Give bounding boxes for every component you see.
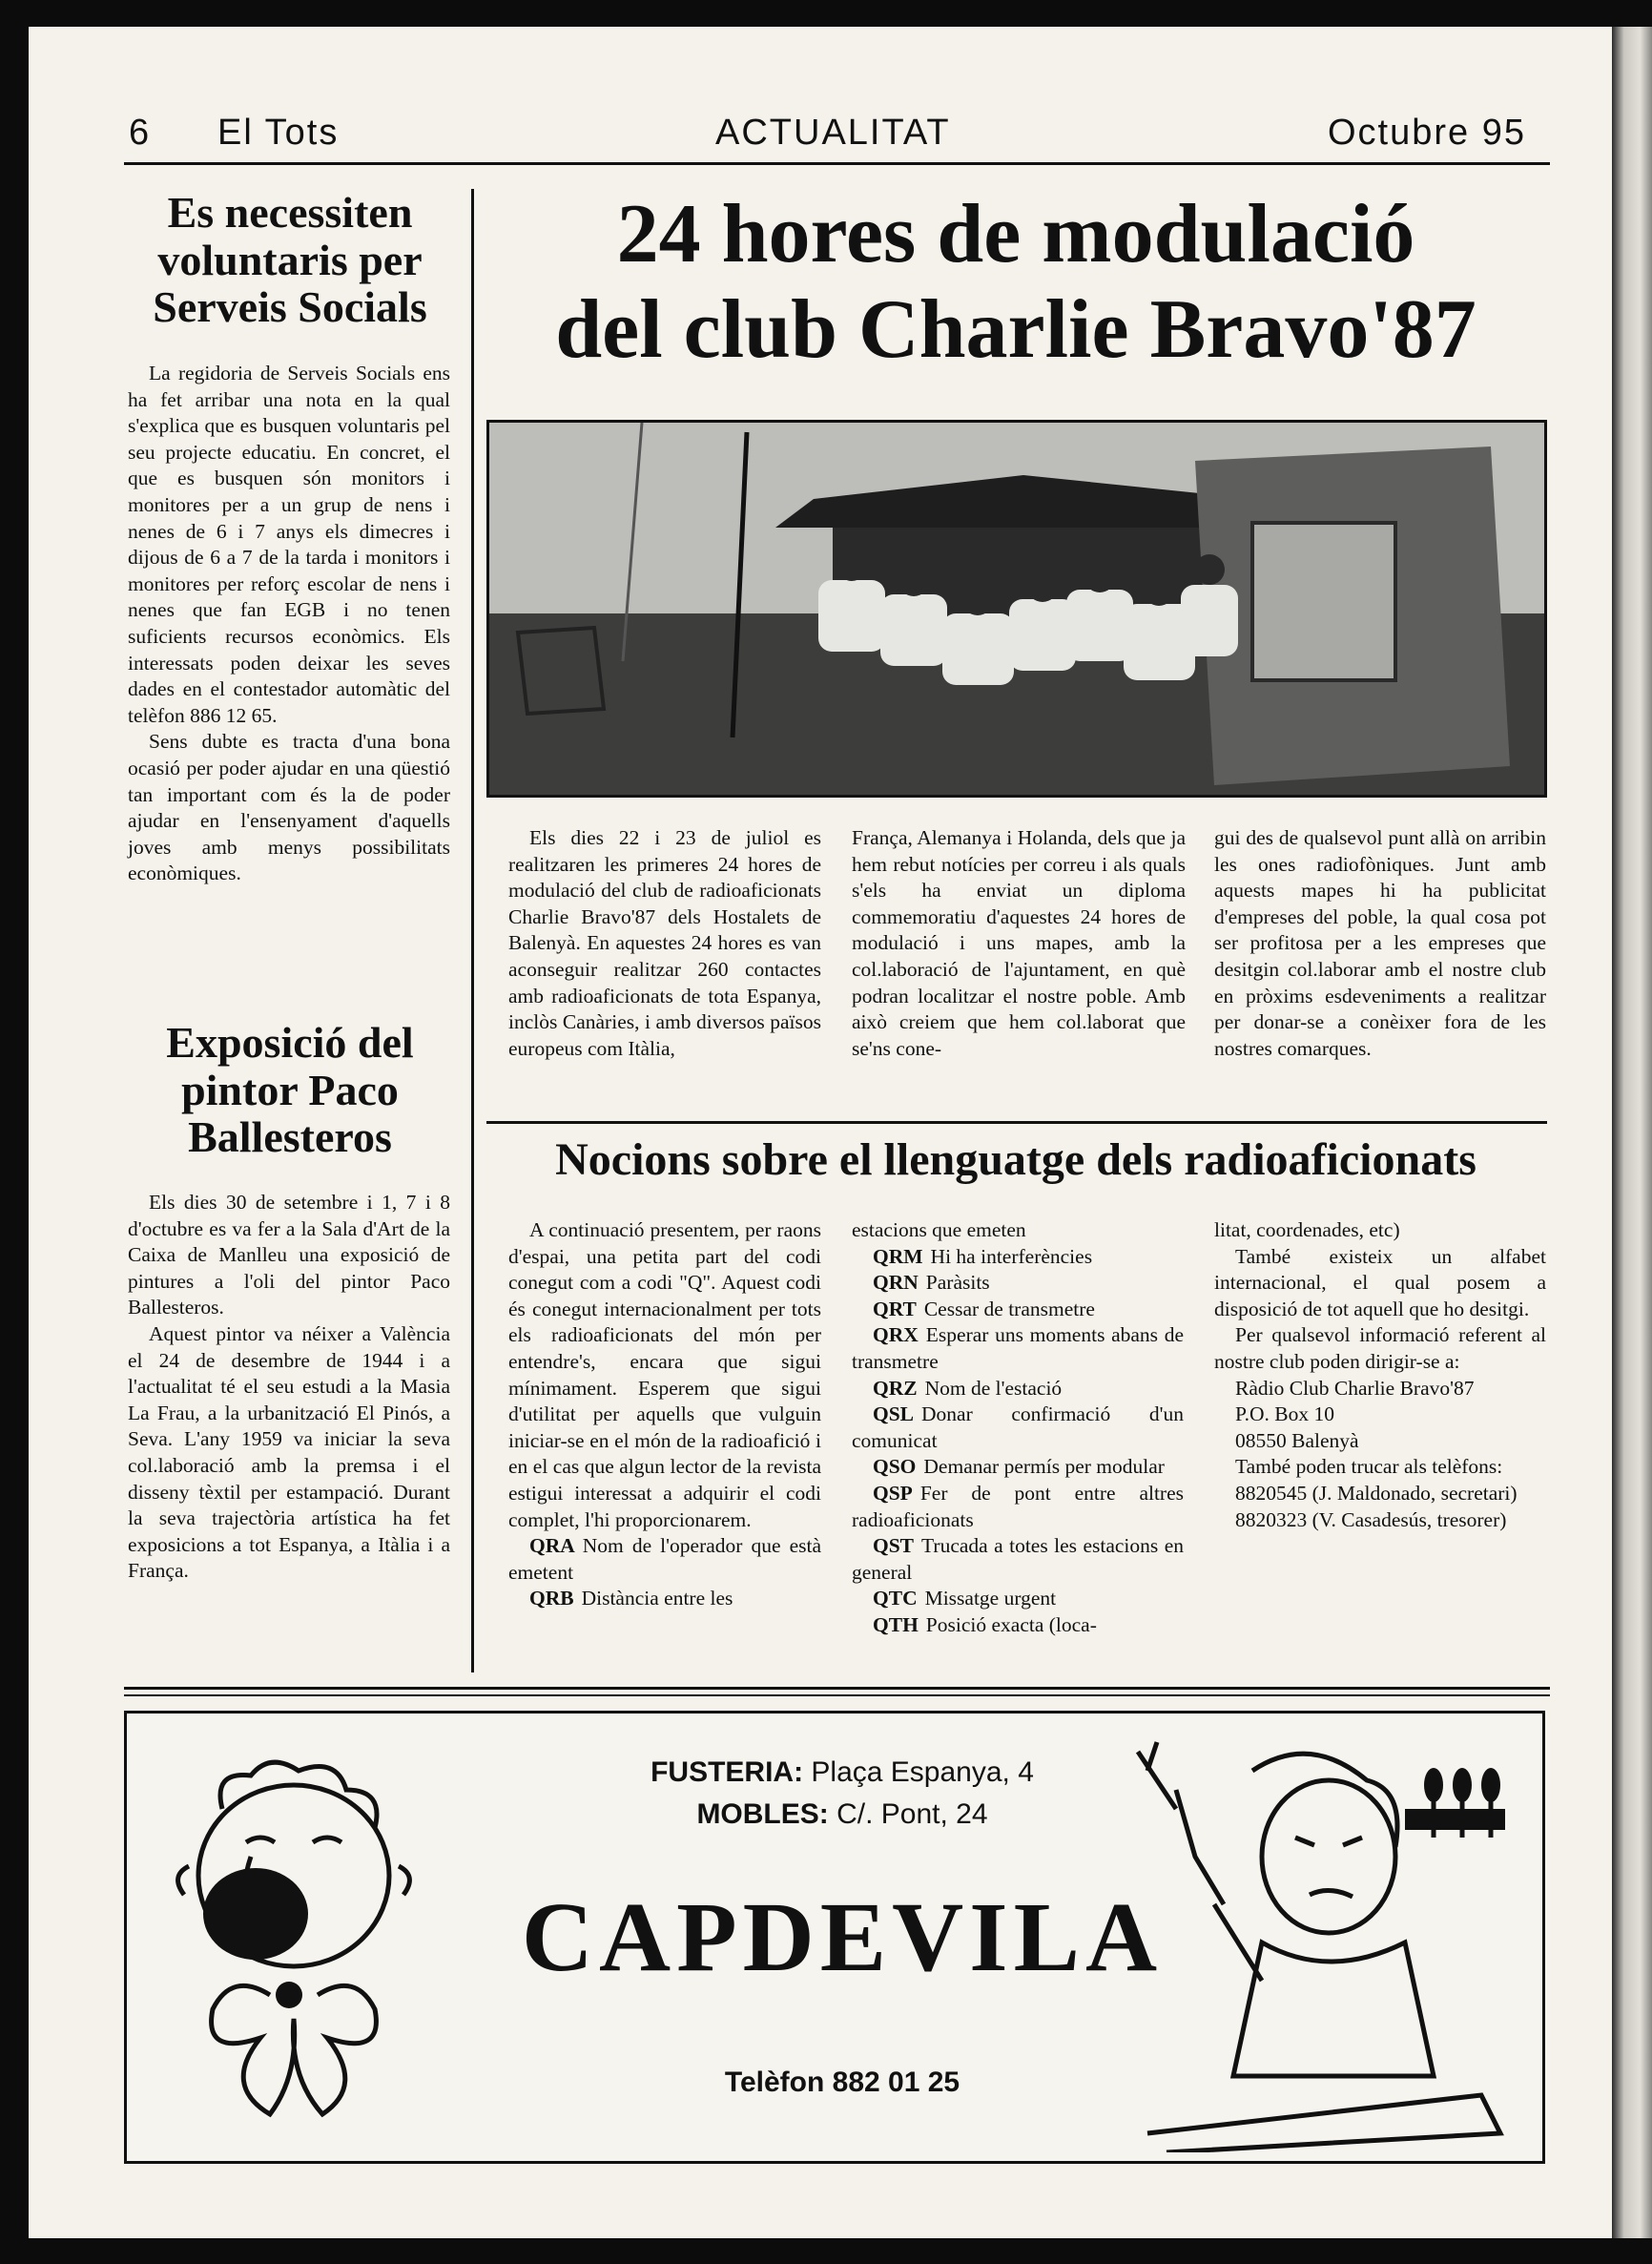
second-article-column2 [852,1217,1184,1639]
sidebar-article1-title: Es necessiten voluntaris per Serveis Socials [153,188,427,332]
code-row [852,1402,1184,1454]
code-row [852,1297,1184,1323]
second-article-column3 [1214,1217,1546,1533]
code-row [852,1454,1184,1481]
code-row [852,1481,1184,1533]
ad-brand: CAPDEVILA [521,1882,1164,1992]
ad-line2 [575,1794,1109,1836]
code-meaning: Donar confirmació d'un comunicat [852,1402,1184,1452]
code-continuation: litat, coordenades, etc) [1214,1218,1400,1241]
ad-line2-label: MOBLES: [696,1798,829,1830]
code-meaning: Trucada a totes les estacions en general [852,1534,1184,1584]
code-meaning: Nom de l'operador que està emetent [508,1534,821,1584]
publication-name: El Tots [217,113,340,153]
code-row [852,1244,1184,1271]
code-label: QSL [873,1402,915,1426]
address-line: 08550 Balenyà [1235,1428,1359,1452]
code-label: QTH [873,1612,919,1636]
code-label: QRB [529,1587,574,1610]
main-title-line1: 24 hores de modulació [616,188,1415,280]
paragraph: gui des de qualsevol punt allà on arribin les ones radiofòniques. Junt amb aquests mapes hi ha publicitat d'empreses del poble, la qual cosa pot ser profitosa per a les empreses que desitgin col.laborar amb el nostre club en pròxims esdeveniments a realitzar per donar-se a conèixer fora de les nostres comarques. [1214,826,1546,1060]
ad-separator-rule-thin [124,1694,1550,1696]
code-label: QRM [873,1244,923,1268]
paragraph: També poden trucar als telèfons: [1235,1455,1503,1479]
code-meaning: Nom de l'estació [924,1376,1063,1400]
paragraph: La regidoria de Serveis Socials ens ha fet arribar una nota en la qual s'explica que es busquen voluntaris pel seu projecte educatiu. En concret, el que es busquen són monitors i monitores per a un grup de nens i nenes de 6 i 7 anys els dimecres i dijous de 6 a 7 de la tarda i monitors i monitores per reforç escolar de nens i nenes que fan EGB i no tenen suficients recursos econòmics. Els interessats poden deixar les seves dades en el contestador automàtic del telèfon 886 12 65. [128,362,450,727]
second-article-title: Nocions sobre el llenguatge dels radioaficionats [555,1134,1476,1185]
address-line: P.O. Box 10 [1235,1402,1334,1426]
section-rule [486,1121,1547,1124]
code-label: QRX [873,1323,919,1347]
code-row [852,1376,1184,1402]
phone-line: 8820545 (J. Maldonado, secretari) [1235,1481,1518,1505]
paragraph: Els dies 22 i 23 de juliol es realitzaren les primeres 24 hores de modulació del club de radioaficionats Charlie Bravo'87 dels Hostalets de Balenyà. En aquestes 24 hores es van aconseguir realitzar 260 contactes amb radioaficionats de tota Espanya, inclòs Canàries, i amb diversos països europeus com Itàlia, [508,826,821,1060]
code-continuation: estacions que emeten [852,1218,1026,1241]
second-article-column1 [508,1217,821,1612]
code-row [852,1270,1184,1297]
paragraph: També existeix un alfabet internacional, el qual posem a disposició de tot aquell que ho desitgi. [1214,1244,1546,1320]
main-article-column3 [1214,825,1546,1062]
code-meaning: Cessar de transmetre [923,1297,1095,1320]
paragraph: Per qualsevol informació referent al nostre club poden dirigir-se a: [1214,1323,1546,1373]
ad-phone: Telèfon 882 01 25 [724,2067,960,2098]
club-group-photo [486,420,1547,798]
code-meaning: Paràsits [925,1271,990,1295]
main-title-line2: del club Charlie Bravo'87 [555,283,1476,376]
ad-line1-value: Plaça Espanya, 4 [811,1756,1034,1788]
code-row [508,1586,821,1612]
column-divider [471,189,474,1672]
sidebar-article1-body [128,361,450,887]
code-label: QRN [873,1271,919,1295]
ad-line2-value: C/. Pont, 24 [836,1798,988,1830]
code-meaning: Distància entre les [581,1587,733,1610]
page-edge [1612,27,1652,2238]
intro-paragraph: A continuació presentem, per raons d'espai, una petita part del codi conegut com a codi "Q". Aquest codi és conegut internacionalment per tots els radioaficionats del món per entendre's, encara que sigui mínimament. Esperem que sigui d'utilitat per aquells que vulguin iniciar-se en el món de la radioafició i en el cas que algun lector de la revista estigui interessat a adquirir el codi complet, l'hi proporcionarem. [508,1218,821,1531]
code-label: QSO [873,1455,917,1479]
address-line: Ràdio Club Charlie Bravo'87 [1235,1376,1475,1400]
capdevila-advertisement [124,1711,1545,2164]
ad-line1 [575,1752,1109,1794]
paragraph: Els dies 30 de setembre i 1, 7 i 8 d'octubre es va fer a la Sala d'Art de la Caixa de Manlleu una exposició de pintures a l'oli del pintor Paco Ballesteros. [128,1191,450,1319]
main-article-column1 [508,825,821,1062]
phone-line: 8820323 (V. Casadesús, tresorer) [1235,1507,1507,1531]
ad-separator-rule [124,1687,1550,1690]
code-label: QST [873,1534,915,1558]
code-label: QTC [873,1587,918,1610]
code-meaning: Missatge urgent [924,1587,1057,1610]
code-row [852,1612,1184,1639]
crying-baby-illustration [155,1752,432,2124]
sidebar-article2-body [128,1190,450,1585]
code-label: QRZ [873,1376,918,1400]
code-meaning: Hi ha interferències [930,1244,1093,1268]
ad-address-block [575,1752,1109,1836]
code-row [852,1533,1184,1586]
code-label: QRT [873,1297,917,1320]
paragraph: Sens dubte es tracta d'una bona ocasió per poder ajudar en una qüestió tan important com és la de poder ajudar en l'ensenyament d'aquells joves amb menys possibilitats econòmiques. [128,730,450,885]
main-article-column2 [852,825,1186,1062]
code-row [852,1586,1184,1612]
page-number: 6 [129,113,152,153]
code-row [508,1533,821,1586]
carpenter-illustration [1119,1733,1519,2152]
issue-date: Octubre 95 [1328,113,1526,153]
ad-line1-label: FUSTERIA: [650,1756,804,1788]
code-meaning: Posició exacta (loca- [925,1612,1097,1636]
code-meaning: Fer de pont entre altres radioaficionats [852,1481,1184,1531]
code-meaning: Demanar permís per modular [923,1455,1165,1479]
section-name: ACTUALITAT [715,113,951,153]
code-meaning: Esperar uns moments abans de transmetre [852,1323,1184,1373]
code-row [852,1322,1184,1375]
main-article-title [482,187,1550,378]
code-label: QSP [873,1481,913,1505]
paragraph: França, Alemanya i Holanda, dels que ja hem rebut notícies per correu i als quals s'els ha enviat un diploma commemoratiu d'aquestes 24 hores de modulació i uns mapes, amb la col.laboració de l'ajuntament, en què podran localitzar el nostre poble. Amb això creiem que hem col.laborat que se'ns cone- [852,826,1186,1060]
sidebar-article2-title: Exposició del pintor Paco Ballesteros [166,1018,414,1162]
header-rule [124,162,1550,165]
code-label: QRA [529,1534,575,1558]
paragraph: Aquest pintor va néixer a València el 24 de desembre de 1944 i a l'actualitat té el seu estudi a la Masia La Frau, a la urbanització El Pinós, a Seva. L'any 1959 va iniciar la seva col.laboració amb la premsa i el disseny tèxtil per estampació. Durant la seva trajectòria artística ha fet exposicions a tot Espanya, a Itàlia i a França. [128,1321,450,1583]
photo-illustration [489,423,1544,795]
